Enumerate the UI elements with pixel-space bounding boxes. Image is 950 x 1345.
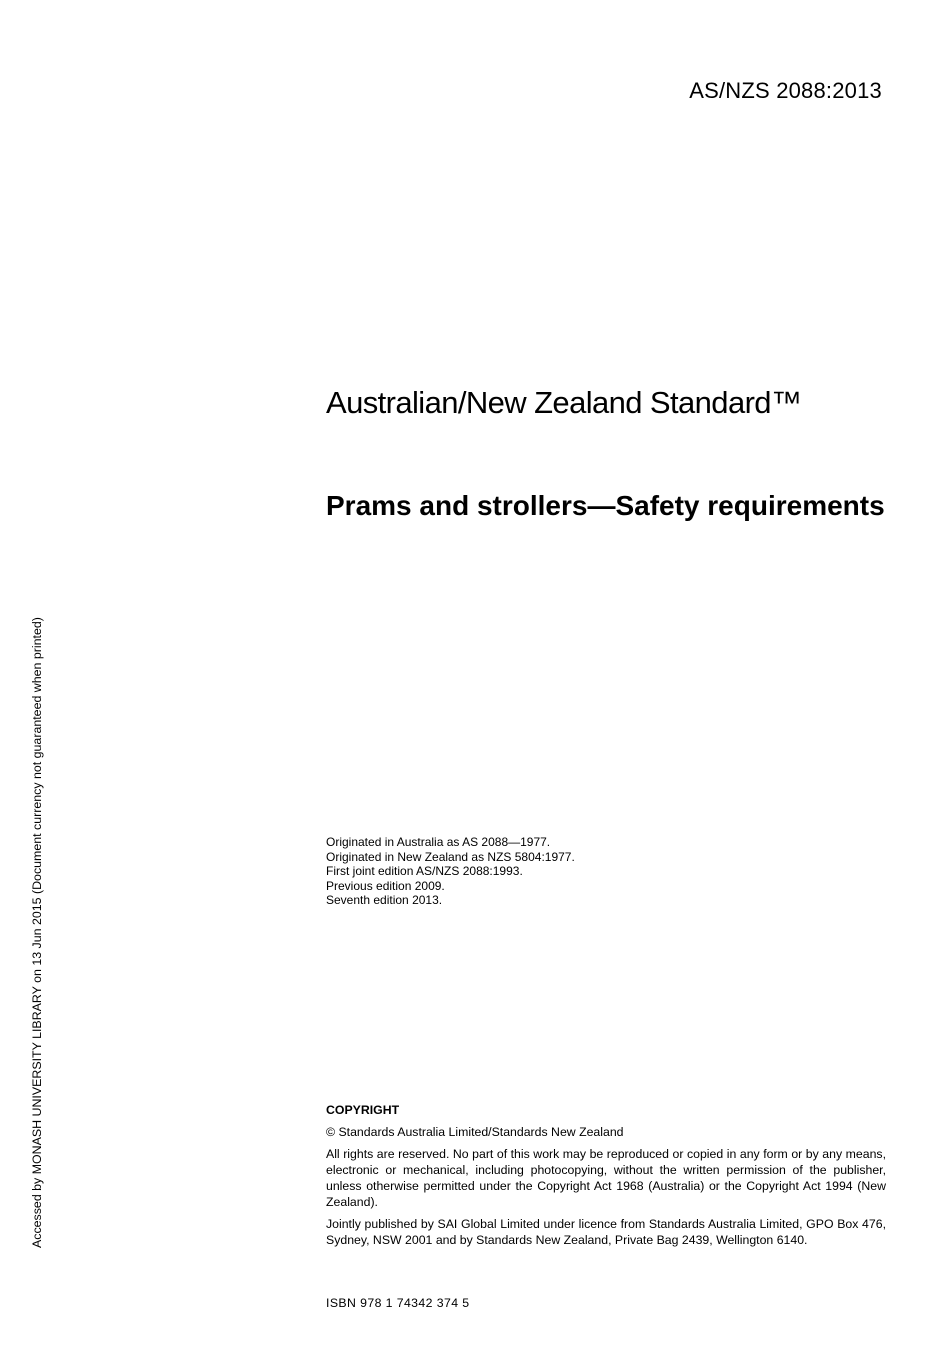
copyright-heading: COPYRIGHT xyxy=(326,1103,400,1117)
edition-line: First joint edition AS/NZS 2088:1993. xyxy=(326,864,523,879)
edition-line: Originated in Australia as AS 2088—1977. xyxy=(326,835,551,849)
copyright-block xyxy=(326,1102,886,1254)
edition-line: Seventh edition 2013. xyxy=(326,893,443,908)
series-title: Australian/New Zealand Standard™ xyxy=(326,385,802,420)
copyright-publisher: Jointly published by SAI Global Limited under licence from Standards Australia Limited, GPO Box 476, Sydney, NSW 2001 and by Standards New Zealand, Private Bag 2439, Wellington 6140. xyxy=(326,1217,886,1247)
copyright-rights: All rights are reserved. No part of this work may be reproduced or copied in any form or by any means, electronic or mechanical, including photocopying, without the written permission of the publisher, unless otherwise permitted under the Copyright Act 1968 (Australia) or the Copyright Act 1994 (New Zealand). xyxy=(326,1147,886,1209)
edition-history xyxy=(326,835,575,908)
document-title: Prams and strollers—Safety requirements xyxy=(326,490,885,521)
copyright-holder: © Standards Australia Limited/Standards New Zealand xyxy=(326,1125,624,1139)
standard-number: AS/NZS 2088:2013 xyxy=(689,78,882,103)
edition-line: Previous edition 2009. xyxy=(326,878,445,893)
access-note: Accessed by MONASH UNIVERSITY LIBRARY on 13 Jun 2015 (Document currency not guaranteed when printed) xyxy=(30,617,44,1248)
isbn: ISBN 978 1 74342 374 5 xyxy=(326,1296,470,1310)
edition-line: Originated in New Zealand as NZS 5804:1977. xyxy=(326,849,575,864)
